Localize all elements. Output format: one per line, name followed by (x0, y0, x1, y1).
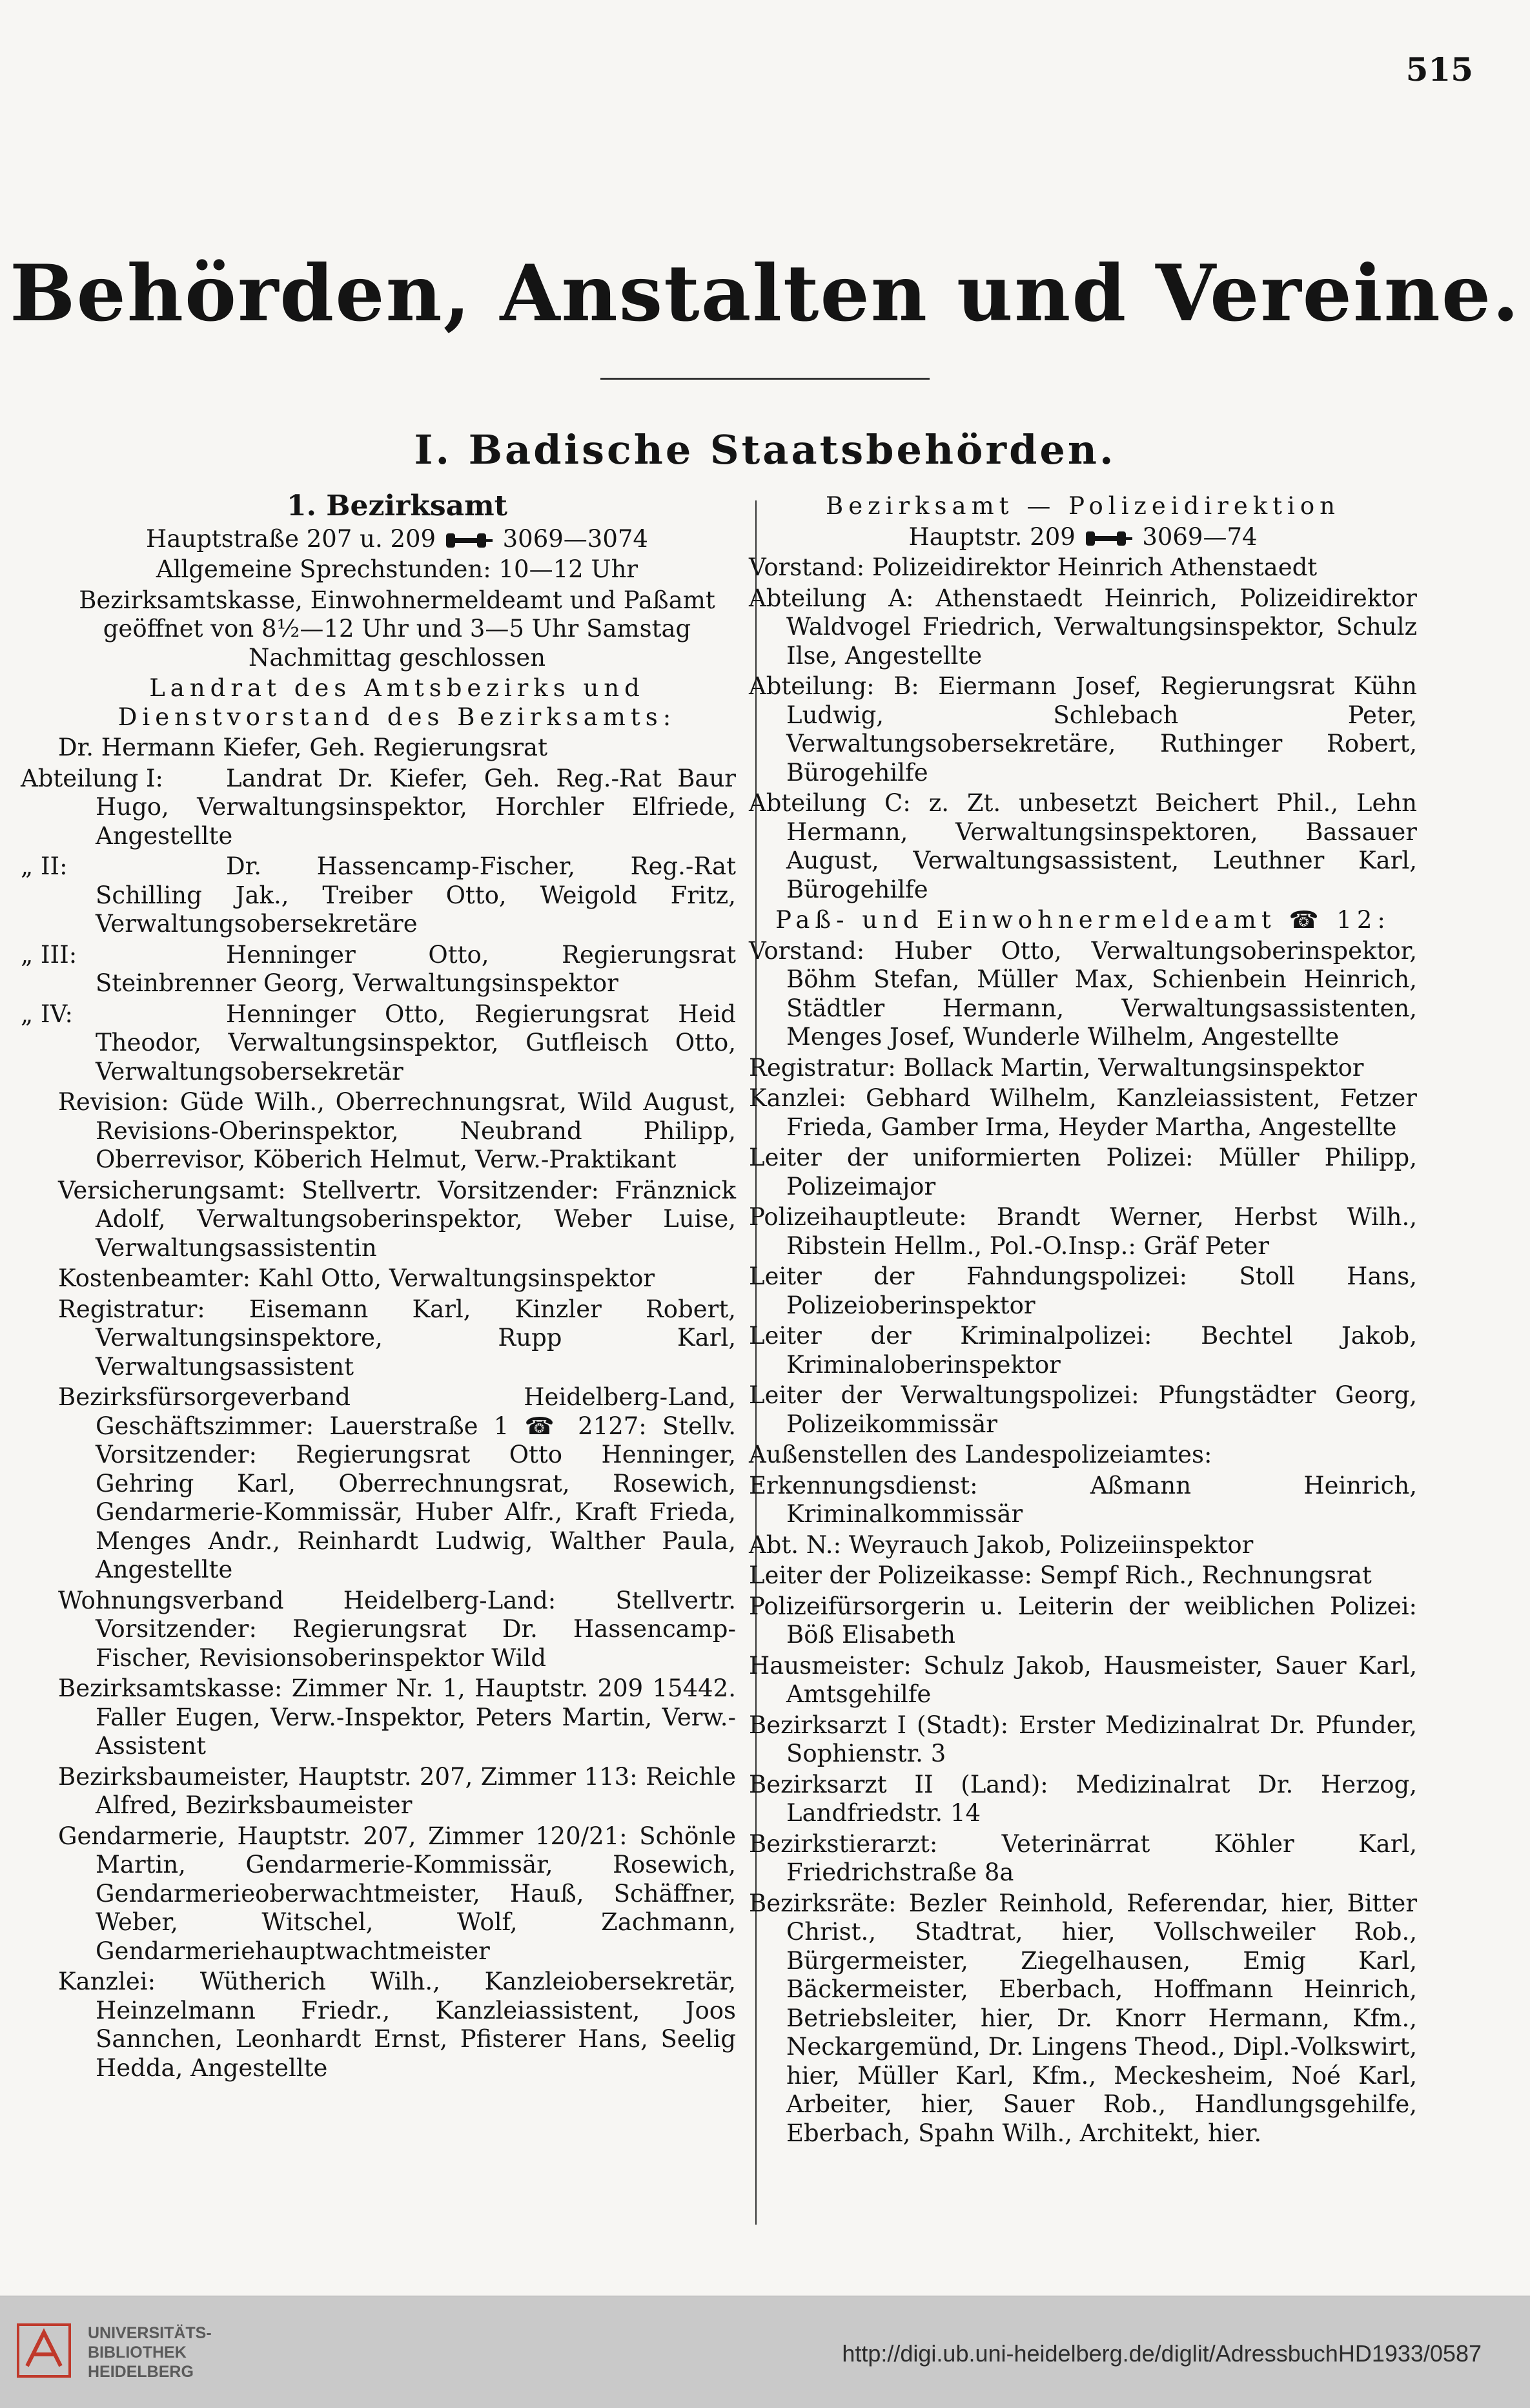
entry: Abt. N.: Weyrauch Jakob, Polizeiinspektor (749, 1530, 1254, 1559)
entry: Kanzlei: Gebhard Wilhelm, Kanzleiassistent, Fetzer Frieda, Gamber Irma, Heyder Martha, Angestellte (749, 1084, 1417, 1141)
entry: Vorstand: Polizeidirektor Heinrich Athenstaedt (749, 553, 1318, 581)
address-phone: 3069—3074 (502, 524, 648, 553)
telephone-icon (444, 531, 495, 550)
entry: Revision: Güde Wilh., Oberrechnungsrat, Wild August, Revisions-Oberinspektor, Neubrand Philipp, Oberrevisor, Köberich Helmut, Verw.-Praktikant (58, 1088, 736, 1173)
page-number: 515 (1405, 50, 1473, 88)
department-label: Abteilung I: (21, 764, 164, 792)
entry: Bezirkstierarzt: Veterinärrat Köhler Karl, Friedrichstraße 8a (749, 1829, 1417, 1886)
library-line: HEIDELBERG (88, 2363, 194, 2381)
left-heading: 1. Bezirksamt (287, 489, 507, 522)
entry: Abteilung C: z. Zt. unbesetzt Beichert Phil., Lehn Hermann, Verwaltungsinspektoren, Bassauer August, Verwaltungsassistent, Leuthner Karl, Bürogehilfe (749, 789, 1417, 903)
entry: Bezirksarzt II (Land): Medizinalrat Dr. Herzog, Landfriedstr. 14 (749, 1770, 1417, 1827)
department-label: „ II: (21, 852, 68, 880)
entry: Bezirksfürsorgeverband Heidelberg-Land, Geschäftszimmer: Lauerstraße 1 ☎ 2127: Stellv. Vorsitzender: Regierungsrat Otto Henninger, Gehring Karl, Oberrechnungsrat, Rosewich, Gendarmerie-Kommissär, Huber Alfr., Kraft Frieda, Menges Andr., Reinhardt Ludwig, Walther Paula, Angestellte (58, 1383, 736, 1583)
entry: Abteilung: B: Eiermann Josef, Regierungsrat Kühn Ludwig, Schlebach Peter, Verwaltungsobersekretäre, Ruthinger Robert, Bürogehilfe (749, 672, 1417, 787)
department-text: Dr. Hassencamp-Fischer, Reg.-Rat Schilling Jak., Treiber Otto, Weigold Fritz, Verwaltungsobersekretäre (96, 852, 736, 938)
address-text: Hauptstraße 207 u. 209 (146, 524, 436, 553)
right-column (749, 492, 1417, 2229)
department-entry (21, 852, 736, 939)
entry: Versicherungsamt: Stellvertr. Vorsitzender: Fränznick Adolf, Verwaltungsoberinspektor, Weber Luise, Verwaltungsassistentin (58, 1176, 736, 1262)
landrat-name: Dr. Hermann Kiefer, Geh. Regierungsrat (58, 734, 547, 761)
university-library-logo-icon (14, 2321, 74, 2380)
library-line: BIBLIOTHEK (88, 2343, 187, 2362)
entry: Kanzlei: Wütherich Wilh., Kanzleiobersekretär, Heinzelmann Friedr., Kanzleiassistent, Joos Sannchen, Leonhardt Ernst, Pfisterer Hans, Seelig Hedda, Angestellte (58, 1968, 736, 2082)
entry: Gendarmerie, Hauptstr. 207, Zimmer 120/21: Schönle Martin, Gendarmerie-Kommissär, Rosewich, Gendarmerieoberwachtmeister, Hauß, Schäffner, Weber, Witschel, Wolf, Zachmann, Gendarmeriehauptwachtmeister (58, 1822, 736, 1965)
entry: Außenstellen des Landespolizeiamtes: (749, 1441, 1212, 1468)
entry: Erkennungsdienst: Aßmann Heinrich, Kriminalkommissär (749, 1471, 1417, 1528)
landrat-heading: Landrat des Amtsbezirks und Dienstvorstand des Bezirksamts: (117, 674, 677, 731)
department-label: „ IV: (21, 1000, 74, 1028)
address-phone: 3069—74 (1142, 522, 1258, 551)
entry: Bezirksräte: Bezler Reinhold, Referendar, hier, Bitter Christ., Stadtrat, hier, Vollschweiler Rob., Bürgermeister, Ziegelhausen, Emig Karl, Bäckermeister, Eberbach, Hoffmann Heinrich, Betriebsleiter, hier, Dr. Knorr Hermann, Kfm., Neckargemünd, Dr. Lingens Theod., Dipl.-Volkswirt, hier, Müller Karl, Kfm., Meckesheim, Noé Karl, Arbeiter, hier, Sauer Rob., Handlungsgehilfe, Eberbach, Spahn Wilh., Architekt, hier. (749, 1889, 1417, 2147)
entry: Leiter der Fahndungspolizei: Stoll Hans, Polizeioberinspektor (749, 1262, 1417, 1319)
left-column (21, 489, 736, 2229)
entry: Vorstand: Huber Otto, Verwaltungsoberinspektor, Böhm Stefan, Müller Max, Schienbein Heinrich, Städtler Hermann, Verwaltungsassistenten, Menges Josef, Wunderle Wilhelm, Angestellte (749, 936, 1417, 1051)
entry: Registratur: Eisemann Karl, Kinzler Robert, Verwaltungsinspektore, Rupp Karl, Verwaltungsassistent (58, 1295, 736, 1381)
title-rule (600, 378, 930, 380)
address-text: Hauptstr. 209 (908, 522, 1076, 551)
office-hours: Allgemeine Sprechstunden: 10—12 Uhr (156, 555, 638, 583)
library-line: UNIVERSITÄTS- (88, 2324, 212, 2342)
entry: Bezirksbaumeister, Hauptstr. 207, Zimmer 113: Reichle Alfred, Bezirksbaumeister (58, 1762, 736, 1819)
entry: Leiter der Polizeikasse: Sempf Rich., Rechnungsrat (749, 1561, 1372, 1589)
main-title: Behörden, Anstalten und Vereine. (10, 248, 1520, 339)
telephone-icon (1083, 529, 1135, 548)
right-address (749, 523, 1417, 552)
entry: Bezirksamtskasse: Zimmer Nr. 1, Hauptstr. 209 15442. Faller Eugen, Verw.-Inspektor, Peters Martin, Verw.-Assistent (58, 1674, 736, 1760)
department-entry (21, 1000, 736, 1087)
left-address (58, 525, 736, 554)
entry: Abteilung A: Athenstaedt Heinrich, Polizeidirektor Waldvogel Friedrich, Verwaltungsinspektor, Schulz Ilse, Angestellte (749, 584, 1417, 670)
entry: Leiter der Kriminalpolizei: Bechtel Jakob, Kriminaloberinspektor (749, 1322, 1417, 1379)
source-url-link[interactable]: http://digi.ub.uni-heidelberg.de/diglit/AdressbuchHD1933/0587 (842, 2340, 1482, 2367)
entry: Kostenbeamter: Kahl Otto, Verwaltungsinspektor (58, 1264, 655, 1292)
entry: Polizeifürsorgerin u. Leiterin der weiblichen Polizei: Böß Elisabeth (749, 1592, 1417, 1649)
department-text: Henninger Otto, Regierungsrat Heid Theodor, Verwaltungsinspektor, Gutfleisch Otto, Verwaltungsobersekretär (96, 1000, 736, 1086)
entry: Leiter der uniformierten Polizei: Müller Philipp, Polizeimajor (749, 1144, 1417, 1200)
department-text: Henninger Otto, Regierungsrat Steinbrenner Georg, Verwaltungsinspektor (96, 940, 736, 997)
department-label: „ III: (21, 940, 77, 969)
department-entry (21, 764, 736, 851)
department-entry (21, 940, 736, 998)
section-title: I. Badische Staatsbehörden. (414, 426, 1116, 473)
entry: Leiter der Verwaltungspolizei: Pfungstädter Georg, Polizeikommissär (749, 1381, 1417, 1438)
right-heading: Bezirksamt — Polizeidirektion (826, 492, 1340, 520)
entry: Polizeihauptleute: Brandt Werner, Herbst Wilh., Ribstein Hellm., Pol.-O.Insp.: Gräf Peter (749, 1203, 1417, 1260)
library-name (88, 2323, 212, 2382)
entry: Wohnungsverband Heidelberg-Land: Stellvertr. Vorsitzender: Regierungsrat Dr. Hassencamp-Fischer, Revisionsoberinspektor Wild (58, 1586, 736, 1672)
entry: Bezirksarzt I (Stadt): Erster Medizinalrat Dr. Pfunder, Sophienstr. 3 (749, 1711, 1417, 1767)
footer-bar (0, 2296, 1530, 2408)
entry: Hausmeister: Schulz Jakob, Hausmeister, Sauer Karl, Amtsgehilfe (749, 1651, 1417, 1708)
entry: Paß- und Einwohnermeldeamt ☎ 12: (775, 906, 1391, 934)
entry: Registratur: Bollack Martin, Verwaltungsinspektor (749, 1053, 1364, 1082)
department-text: Landrat Dr. Kiefer, Geh. Reg.-Rat Baur Hugo, Verwaltungsinspektor, Horchler Elfriede, Angestellte (96, 764, 736, 850)
cashier-hours: Bezirksamtskasse, Einwohnermeldeamt und Paßamt geöffnet von 8½—12 Uhr und 3—5 Uhr Samstag Nachmittag geschlossen (79, 586, 715, 672)
